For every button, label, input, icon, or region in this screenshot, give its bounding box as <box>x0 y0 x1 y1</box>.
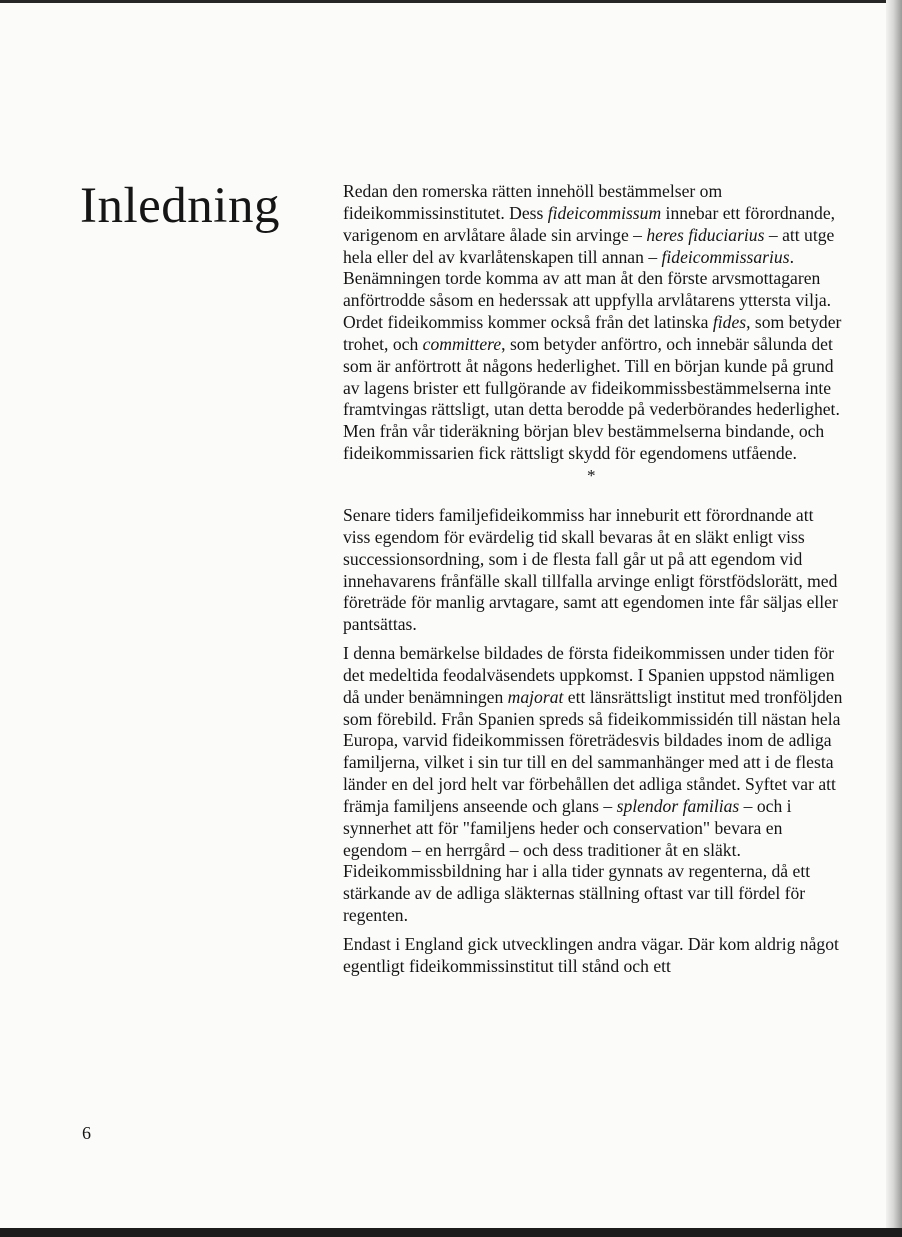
asterisk-separator: * <box>587 465 596 485</box>
p3-term-majorat: majorat <box>507 686 564 707</box>
p3-text-e: – och i synnerhet att för "familjens heder och conservation" bevara en egendom – en herrgård – och dess traditioner åt en släkt. Fideikommissbildning har i alla tider gynnats av regenterna, då ett stärkande av de adliga släkternas ställning oftast var till fördel för regenten. <box>343 795 811 926</box>
scan-top-edge <box>0 0 902 3</box>
p3-text-c: ett länsrättsligt institut med tronföljden som förebild. Från Spanien spreds så fideikommissidén till nästan hela Europa, varvid fideikommissen företrädesvis bildades inom de adliga familjerna, vilket i sin tur till en del sammanhänger med att i de flesta länder en del jord helt var förbehållen det adliga ståndet. Syftet var att främja familjens anseende och glans – <box>343 686 843 816</box>
paragraph-3 <box>343 643 843 927</box>
section-separator <box>343 465 843 505</box>
paragraph-4: Endast i England gick utvecklingen andra vägar. Där kom aldrig något egentligt fideikommissinstitut till stånd och ett <box>343 934 839 976</box>
p1-text-e: – att utge hela eller del av kvarlåtenskapen till annan – <box>343 224 835 267</box>
p1-text-k: , som betyder anförtro, och innebär sålunda det som är anförtrott åt någons hederlighet. Till en början kunde på grund av lagens brister ett fullgörande av fideikommissbestämmelserna inte framtvingas rättsligt, utan detta berodde på vederbörandes hederlighet. Men från vår tideräkning början blev bestämmelserna bindande, och fideikommissarien fick rättsligt skydd för egendomens utfående. <box>343 333 840 464</box>
p1-text-i: , som betyder trohet, och <box>343 312 842 354</box>
scan-bottom-edge <box>0 1228 902 1237</box>
page-number: 6 <box>82 1123 91 1143</box>
p1-term-committere: committere <box>422 333 502 354</box>
chapter-heading: Inledning <box>80 178 280 234</box>
p1-text-a: Redan den romerska rätten innehöll bestämmelser om fideikommissinstitutet. Dess <box>343 181 723 223</box>
p3-term-splendor-familias: splendor familias <box>616 795 740 816</box>
scan-right-edge <box>886 0 902 1228</box>
p1-text-c: innebar ett förordnande, varigenom en arvlåtare ålade sin arvinge – <box>343 202 836 245</box>
p1-text-g: . Benämningen torde komma av att man åt den förste arvsmottagaren anförtrodde såsom en hederssak att uppfylla arvlåtarens yttersta vilja. Ordet fideikommiss kommer också från det latinska <box>343 246 832 333</box>
paragraph-2: Senare tiders familjefideikommiss har inneburit ett förordnande att viss egendom för evärdelig tid skall bevaras åt en släkt enligt viss successionsordning, som i de flesta fall går ut på att egendom vid innehavarens frånfälle skall tillfalla arvinge enligt förstfödslorätt, med företräde för manlig arvtagare, samt att egendomen inte får säljas eller pantsättas. <box>343 504 838 635</box>
p1-term-fideicommissarius: fideicommissarius <box>661 246 790 267</box>
p1-term-heres-fiduciarius: heres fiduciarius <box>646 224 765 245</box>
body-text <box>343 181 843 978</box>
p3-text-a: I denna bemärkelse bildades de första fideikommissen under tiden för det medeltida feodalväsendets uppkomst. I Spanien uppstod nämligen då under benämningen <box>343 643 835 707</box>
paragraph-1 <box>343 181 843 465</box>
p1-term-fideicommissum: fideicommissum <box>547 202 662 223</box>
p1-term-fides: fides <box>712 312 747 333</box>
